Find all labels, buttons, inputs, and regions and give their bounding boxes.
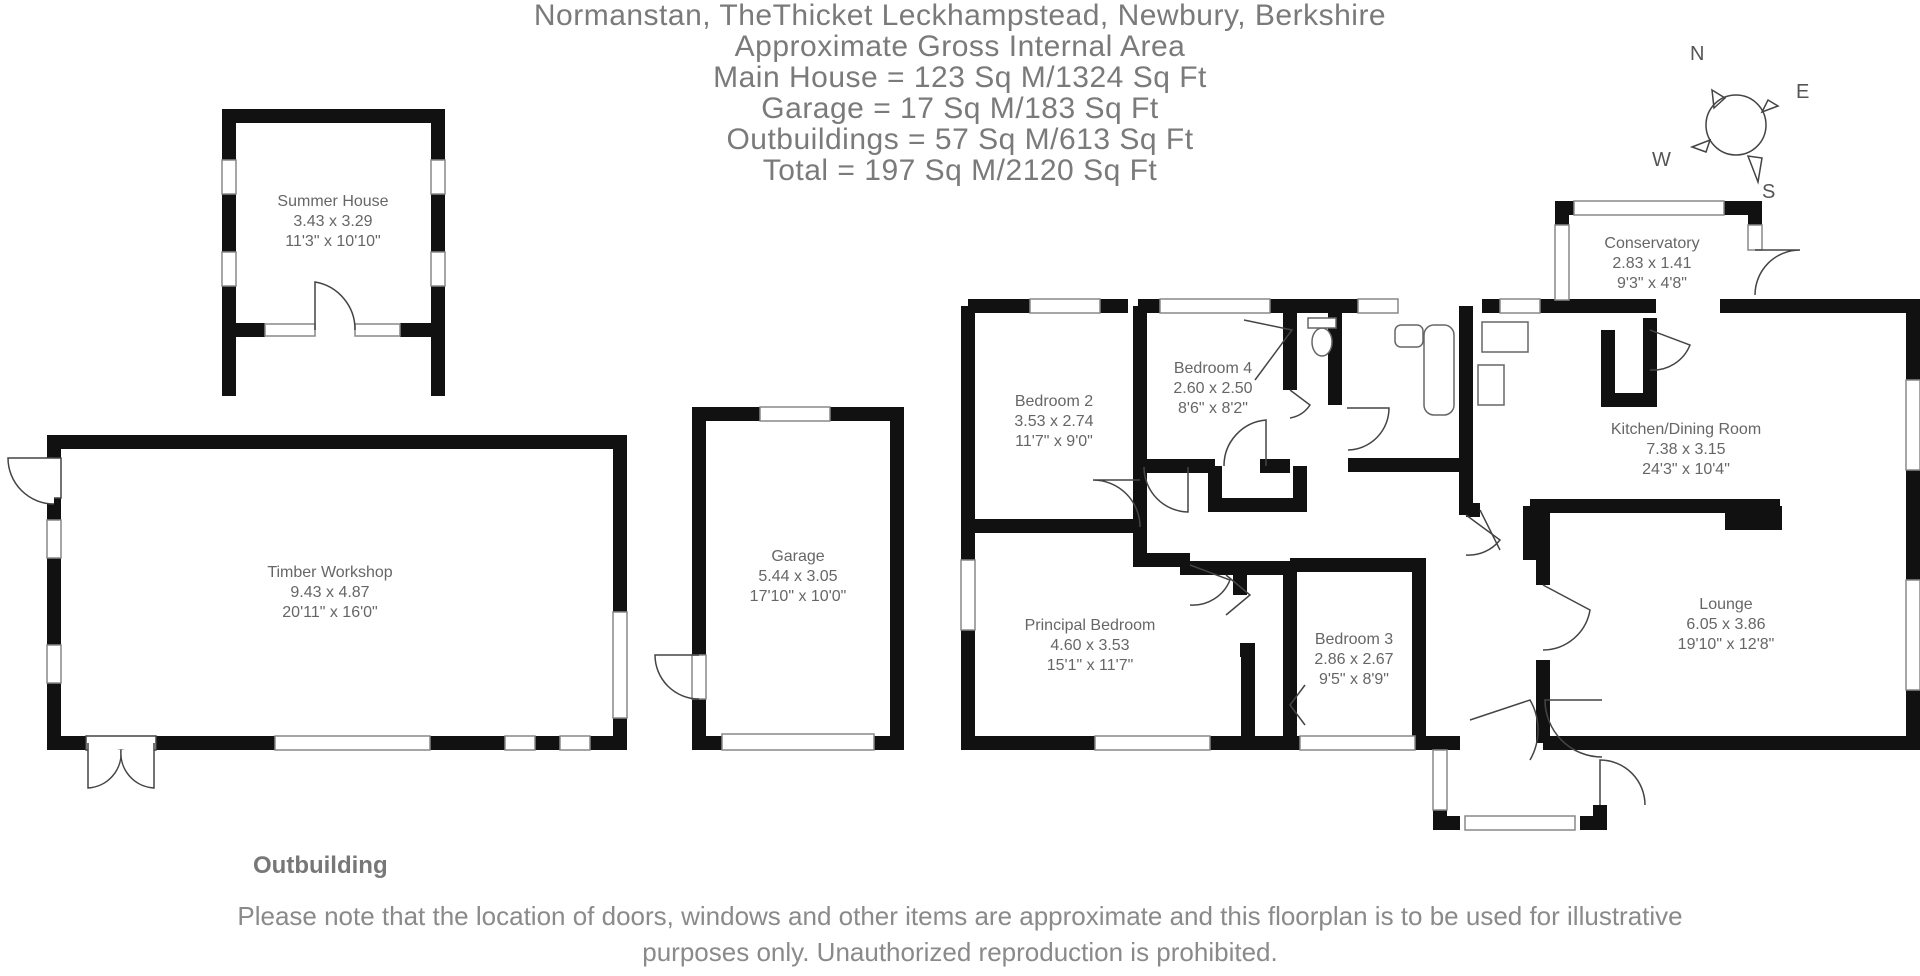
compass-s: S: [1762, 181, 1776, 203]
garage-name: Garage: [771, 548, 825, 565]
area-subtitle: Approximate Gross Internal Area: [734, 30, 1186, 63]
bedroom2-name: Bedroom 2: [1014, 393, 1094, 410]
summer-house-metric: 3.43 x 3.29: [293, 213, 373, 230]
lounge-imperial: 19'10" x 12'8": [1677, 636, 1775, 653]
principal-bedroom-metric: 4.60 x 3.53: [1050, 637, 1130, 654]
garage-label: [750, 548, 847, 605]
bedroom4-metric: 2.60 x 2.50: [1173, 380, 1253, 397]
bedroom4-imperial: 8'6" x 8'2": [1178, 400, 1248, 417]
fireplace: [1725, 506, 1782, 530]
bedroom3-label: [1314, 631, 1393, 688]
principal-bedroom-name: Principal Bedroom: [1024, 617, 1156, 634]
summer-house-door: [315, 282, 355, 330]
bedroom2-metric: 3.53 x 2.74: [1014, 413, 1094, 430]
total-area: Total = 197 Sq M/2120 Sq Ft: [762, 154, 1158, 187]
disclaimer-note: [0, 898, 1920, 970]
bedroom2-imperial: 11'7" x 9'0": [1015, 433, 1093, 450]
bedroom3-metric: 2.86 x 2.67: [1314, 651, 1394, 668]
kitchen-imperial: 24'3" x 10'4": [1642, 461, 1730, 478]
bedroom2-label: [1014, 393, 1093, 450]
compass-n: N: [1690, 43, 1705, 65]
timber-workshop-metric: 9.43 x 4.87: [290, 584, 370, 601]
address-title: Normanstan, TheThicket Leckhampstead, Newbury, Berkshire: [533, 0, 1387, 32]
kitchen-metric: 7.38 x 3.15: [1646, 441, 1726, 458]
timber-workshop-name: Timber Workshop: [267, 564, 393, 581]
summer-house-name: Summer House: [277, 193, 389, 210]
garage-metric: 5.44 x 3.05: [758, 568, 838, 585]
principal-bedroom-label: [1025, 617, 1156, 674]
conservatory-name: Conservatory: [1604, 235, 1700, 252]
bedroom3-name: Bedroom 3: [1314, 631, 1394, 648]
garage-imperial: 17'10" x 10'0": [749, 588, 847, 605]
summer-house-imperial: 11'3" x 10'10": [285, 233, 381, 250]
disclaimer-line-1: Please note that the location of doors, windows and other items are approximate and this floorplan is to be used for illustrative: [237, 901, 1683, 931]
conservatory-imperial: 9'3" x 4'8": [1617, 275, 1687, 292]
bedroom3-imperial: 9'5" x 8'9": [1319, 671, 1389, 688]
timber-workshop-label: [267, 564, 392, 621]
kitchen-name: Kitchen/Dining Room: [1610, 421, 1762, 438]
summer-house-walls: [229, 116, 438, 396]
compass-icon: [1652, 43, 1809, 203]
lounge-label: [1678, 596, 1775, 653]
bedroom4-label: [1173, 360, 1252, 417]
lounge-name: Lounge: [1699, 596, 1753, 613]
compass-w: W: [1652, 149, 1671, 171]
main-house-area: Main House = 123 Sq M/1324 Sq Ft: [713, 61, 1207, 94]
bedroom4-name: Bedroom 4: [1173, 360, 1253, 377]
garage-area: Garage = 17 Sq M/183 Sq Ft: [761, 92, 1159, 125]
conservatory-metric: 2.83 x 1.41: [1612, 255, 1692, 272]
summer-house-label: [277, 193, 388, 250]
lounge-metric: 6.05 x 3.86: [1686, 616, 1766, 633]
outbuildings-area: Outbuildings = 57 Sq M/613 Sq Ft: [726, 123, 1194, 156]
outbuilding-title: Outbuilding: [253, 852, 388, 879]
conservatory-label: [1604, 235, 1699, 292]
principal-bedroom-imperial: 15'1" x 11'7": [1046, 657, 1134, 674]
compass-e: E: [1796, 81, 1810, 103]
kitchen-label: [1611, 421, 1761, 478]
timber-workshop-windows: [47, 520, 627, 750]
disclaimer-line-2: purposes only. Unauthorized reproduction is prohibited.: [642, 937, 1278, 967]
timber-workshop-imperial: 20'11" x 16'0": [282, 604, 378, 621]
